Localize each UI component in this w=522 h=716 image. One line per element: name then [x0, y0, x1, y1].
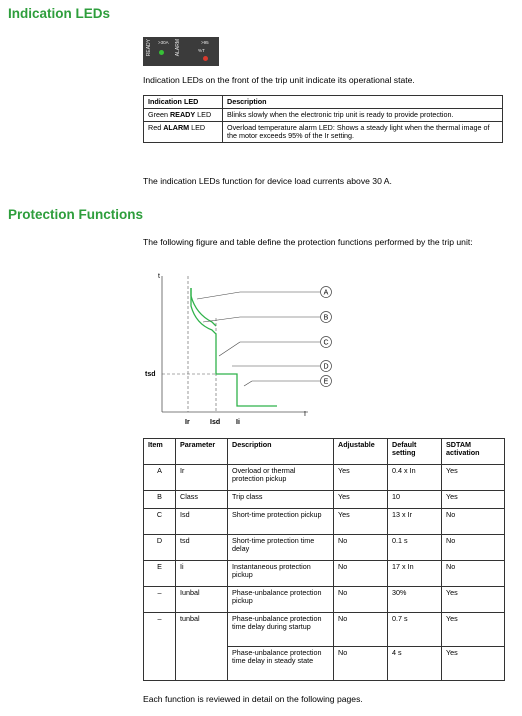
table-row [144, 122, 503, 143]
indication-led-table [143, 95, 503, 143]
sdtam-cell: Yes [442, 613, 505, 647]
sdtam-cell: Yes [442, 465, 505, 491]
protection-curve-figure [140, 266, 345, 434]
item-cell: B [144, 491, 176, 509]
alarm-led-icon [203, 56, 208, 61]
adjustable-cell: No [334, 647, 388, 681]
item-cell: E [144, 561, 176, 587]
callout-label-a: A [323, 289, 329, 297]
led-name: Red [148, 123, 164, 132]
threshold-95-label: >95 [201, 40, 209, 45]
callout-label-c: C [323, 339, 329, 347]
description-cell: Trip class [228, 491, 334, 509]
adjustable-cell: No [334, 535, 388, 561]
protection-intro-text: The following figure and table define the protection functions performed by the trip unit: [143, 237, 473, 247]
item-cell: A [144, 465, 176, 491]
table-row [144, 535, 505, 561]
led-description: Blinks slowly when the electronic trip unit is ready to provide protection. [223, 109, 503, 122]
description-header: Description [228, 439, 334, 465]
description-cell: Phase-unbalance protection pickup [228, 587, 334, 613]
parameter-cell: tsd [176, 535, 228, 561]
callout-line-a [197, 292, 240, 299]
protection-functions-heading: Protection Functions [8, 207, 143, 222]
adjustable-cell: Yes [334, 491, 388, 509]
led-name-bold: READY [169, 110, 196, 119]
description-cell: Overload or thermal protection pickup [228, 465, 334, 491]
thermal-percent-label: %T [198, 48, 205, 53]
parameter-cell: Class [176, 491, 228, 509]
callout-line-e [244, 381, 252, 386]
trip-unit-led-panel [143, 37, 219, 66]
default-cell: 0.7 s [388, 613, 442, 647]
table-row [144, 465, 505, 491]
ii-tick-label: Ii [236, 419, 240, 426]
parameter-cell: Ir [176, 465, 228, 491]
current-30a-label: >30A [158, 40, 169, 45]
item-cell: – [144, 613, 176, 681]
default-cell: 0.4 x In [388, 465, 442, 491]
led-name-bold: ALARM [163, 123, 190, 132]
table-row [144, 613, 505, 647]
parameter-header: Parameter [176, 439, 228, 465]
adjustable-header: Adjustable [334, 439, 388, 465]
sdtam-cell: No [442, 561, 505, 587]
ready-label: READY [146, 39, 152, 57]
led-name-suffix: LED [189, 123, 206, 132]
indication-leds-heading: Indication LEDs [8, 6, 111, 21]
isd-tick-label: Isd [210, 419, 221, 426]
callout-line-c [219, 342, 240, 356]
parameter-cell: Isd [176, 509, 228, 535]
sdtam-cell: No [442, 509, 505, 535]
default-cell: 0.1 s [388, 535, 442, 561]
sdtam-cell: Yes [442, 647, 505, 681]
sdtam-cell: Yes [442, 587, 505, 613]
description-cell: Short-time protection pickup [228, 509, 334, 535]
trip-curve-upper [191, 288, 216, 326]
adjustable-cell: Yes [334, 509, 388, 535]
parameter-cell: Iunbal [176, 587, 228, 613]
y-axis-label: t [158, 273, 160, 280]
ready-led-icon [159, 50, 164, 55]
led-description: Overload temperature alarm LED: Shows a steady light when the thermal image of the motor exceeds 95% of the Ir setting. [223, 122, 503, 143]
trip-curve-lower [191, 288, 277, 406]
description-cell: Instantaneous protection pickup [228, 561, 334, 587]
adjustable-cell: No [334, 613, 388, 647]
leds-note-text: The indication LEDs function for device load currents above 30 A. [143, 176, 392, 186]
description-cell: Short-time protection time delay [228, 535, 334, 561]
sdtam-cell: Yes [442, 491, 505, 509]
default-cell: 10 [388, 491, 442, 509]
footer-text: Each function is reviewed in detail on the following pages. [143, 694, 363, 704]
description-cell: Phase-unbalance protection time delay during startup [228, 613, 334, 647]
default-setting-header: Default setting [388, 439, 442, 465]
item-header: Item [144, 439, 176, 465]
default-cell: 17 x In [388, 561, 442, 587]
leds-intro-text: Indication LEDs on the front of the trip unit indicate its operational state. [143, 75, 415, 85]
item-cell: C [144, 509, 176, 535]
item-cell: – [144, 587, 176, 613]
callout-label-d: D [323, 363, 329, 371]
parameter-cell: tunbal [176, 613, 228, 681]
default-cell: 30% [388, 587, 442, 613]
led-header: Indication LED [144, 96, 223, 109]
led-name: Green [148, 110, 170, 119]
adjustable-cell: No [334, 587, 388, 613]
default-cell: 4 s [388, 647, 442, 681]
callout-label-b: B [323, 314, 329, 322]
default-cell: 13 x Ir [388, 509, 442, 535]
table-row [144, 509, 505, 535]
tsd-label: tsd [145, 371, 156, 378]
sdtam-cell: No [442, 535, 505, 561]
description-header: Description [223, 96, 503, 109]
adjustable-cell: Yes [334, 465, 388, 491]
table-row [144, 561, 505, 587]
alarm-label: ALARM [175, 39, 181, 57]
ir-tick-label: Ir [185, 419, 190, 426]
description-cell: Phase-unbalance protection time delay in steady state [228, 647, 334, 681]
item-cell: D [144, 535, 176, 561]
table-row [144, 109, 503, 122]
adjustable-cell: No [334, 561, 388, 587]
x-axis-label: I [304, 411, 306, 418]
led-name-suffix: LED [195, 110, 212, 119]
sdtam-activation-header: SDTAM activation [442, 439, 505, 465]
callout-label-e: E [323, 378, 329, 386]
table-row [144, 587, 505, 613]
parameter-cell: Ii [176, 561, 228, 587]
protection-functions-table [143, 438, 505, 681]
table-row [144, 491, 505, 509]
